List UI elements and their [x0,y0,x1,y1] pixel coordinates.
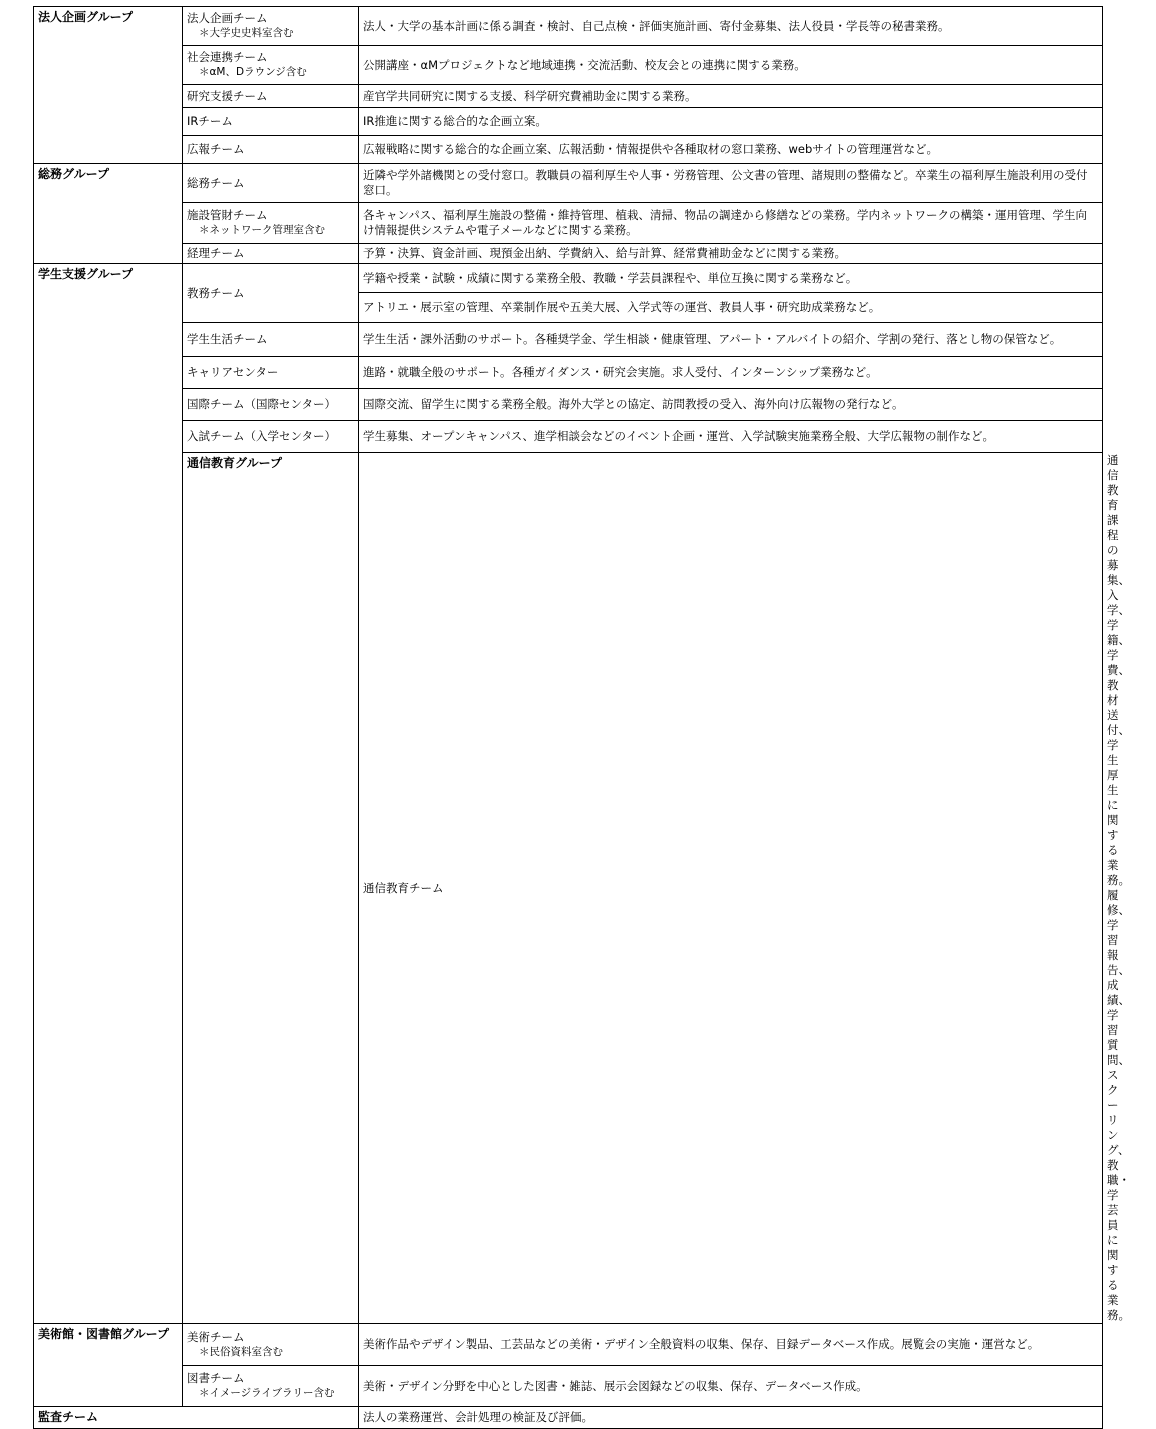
team-cell: 広報チーム [183,136,359,164]
description-cell: 公開講座・αMプロジェクトなど地域連携・交流活動、校友会との連携に関する業務。 [359,46,1103,85]
team-note: ＊イメージライブラリー含む [199,1387,335,1399]
table-row [34,1366,1103,1407]
team-note: ＊民俗資料室含む [199,1345,283,1358]
table-row [34,46,1103,85]
description-cell: 学籍や授業・試験・成績に関する業務全般、教職・学芸員課程や、単位互換に関する業務など。 [359,264,1103,293]
table-row [34,357,1103,389]
team-cell [183,46,359,85]
team-cell [183,7,359,46]
team-cell: 総務チーム [183,164,359,203]
team-cell [183,1324,359,1366]
team-name: 施設管財チーム [187,208,268,222]
group-cell: 美術館・図書館グループ [34,1324,183,1407]
table-row [34,85,1103,108]
description-cell: 各キャンパス、福利厚生施設の整備・維持管理、植栽、清掃、物品の調達から修繕などの業務。学内ネットワークの構築・運用管理、学生向け情報提供システムや電子メールなどに関する業務。 [359,203,1103,244]
group-cell: 監査チーム [34,1407,359,1429]
table-row [34,264,1103,293]
table-row [34,389,1103,421]
team-name: 図書チーム [187,1371,245,1385]
description-cell: 進路・就職全般のサポート。各種ガイダンス・研究会実施。求人受付、インターンシップ業務など。 [359,357,1103,389]
table-row [34,108,1103,136]
team-cell: 教務チーム [183,264,359,323]
team-cell: 国際チーム（国際センター） [183,389,359,421]
table-body [34,7,1130,1429]
description-cell: 学生募集、オープンキャンパス、進学相談会などのイベント企画・運営、入学試験実施業務全般、大学広報物の制作など。 [359,421,1103,453]
team-cell: 通信教育チーム [359,453,1103,1324]
table-row [34,1324,1103,1366]
team-cell [183,1366,359,1407]
description-cell: 近隣や学外諸機関との受付窓口。教職員の福利厚生や人事・労務管理、公文書の管理、諸規則の整備など。卒業生の福利厚生施設利用の受付窓口。 [359,164,1103,203]
table-row [34,7,1103,46]
description-cell: 学生生活・課外活動のサポート。各種奨学金、学生相談・健康管理、アパート・アルバイトの紹介、学割の発行、落とし物の保管など。 [359,323,1103,357]
team-note: ＊ネットワーク管理室含む [199,224,325,236]
description-cell: 法人・大学の基本計画に係る調査・検討、自己点検・評価実施計画、寄付金募集、法人役員・学長等の秘書業務。 [359,7,1103,46]
group-cell: 通信教育グループ [183,453,359,1324]
description-cell: 予算・決算、資金計画、現預金出納、学費納入、給与計算、経常費補助金などに関する業務。 [359,244,1103,264]
team-cell: 学生生活チーム [183,323,359,357]
table-row [34,323,1103,357]
team-name: 法人企画チーム [187,11,268,25]
team-note: ＊大学史史料室含む [199,27,294,39]
team-cell: 入試チーム（入学センター） [183,421,359,453]
description-cell: 美術作品やデザイン製品、工芸品などの美術・デザイン全般資料の収集、保存、目録データベース作成。展覧会の実施・運営など。 [359,1324,1103,1366]
table-row [34,136,1103,164]
group-cell: 学生支援グループ [34,264,183,1324]
description-cell: 広報戦略に関する総合的な企画立案、広報活動・情報提供や各種取材の窓口業務、webサイトの管理運営など。 [359,136,1103,164]
table-row: 通信教育グループ 通信教育チーム 通信教育課程の募集、入学、学籍、学費、教材送付、学生厚生に関する業務。履修、学習報告、成績、学習質問、スクーリング、教職・学芸員に関する業務。 [34,453,1103,1324]
description-cell: 産官学共同研究に関する支援、科学研究費補助金に関する業務。 [359,85,1103,108]
organization-table [33,6,1130,1429]
table-row [34,1407,1103,1429]
team-cell: 経理チーム [183,244,359,264]
description-cell: 美術・デザイン分野を中心とした図書・雑誌、展示会図録などの収集、保存、データベース作成。 [359,1366,1103,1407]
team-name: 美術チーム [187,1329,245,1344]
team-cell: 研究支援チーム [183,85,359,108]
table-row [34,421,1103,453]
team-cell: キャリアセンター [183,357,359,389]
description-cell: アトリエ・展示室の管理、卒業制作展や五美大展、入学式等の運営、教員人事・研究助成業務など。 [359,293,1103,323]
description-cell: 法人の業務運営、会計処理の検証及び評価。 [359,1407,1103,1429]
team-note: ＊αM、Dラウンジ含む [199,66,307,78]
team-cell [183,203,359,244]
table-row [34,244,1103,264]
description-cell: 国際交流、留学生に関する業務全般。海外大学との協定、訪問教授の受入、海外向け広報物の発行など。 [359,389,1103,421]
group-cell: 法人企画グループ [34,7,183,164]
description-cell: IR推進に関する総合的な企画立案。 [359,108,1103,136]
table-row [34,164,1103,203]
team-cell: IRチーム [183,108,359,136]
team-name: 社会連携チーム [187,50,268,64]
group-cell: 総務グループ [34,164,183,264]
table-row [34,203,1103,244]
